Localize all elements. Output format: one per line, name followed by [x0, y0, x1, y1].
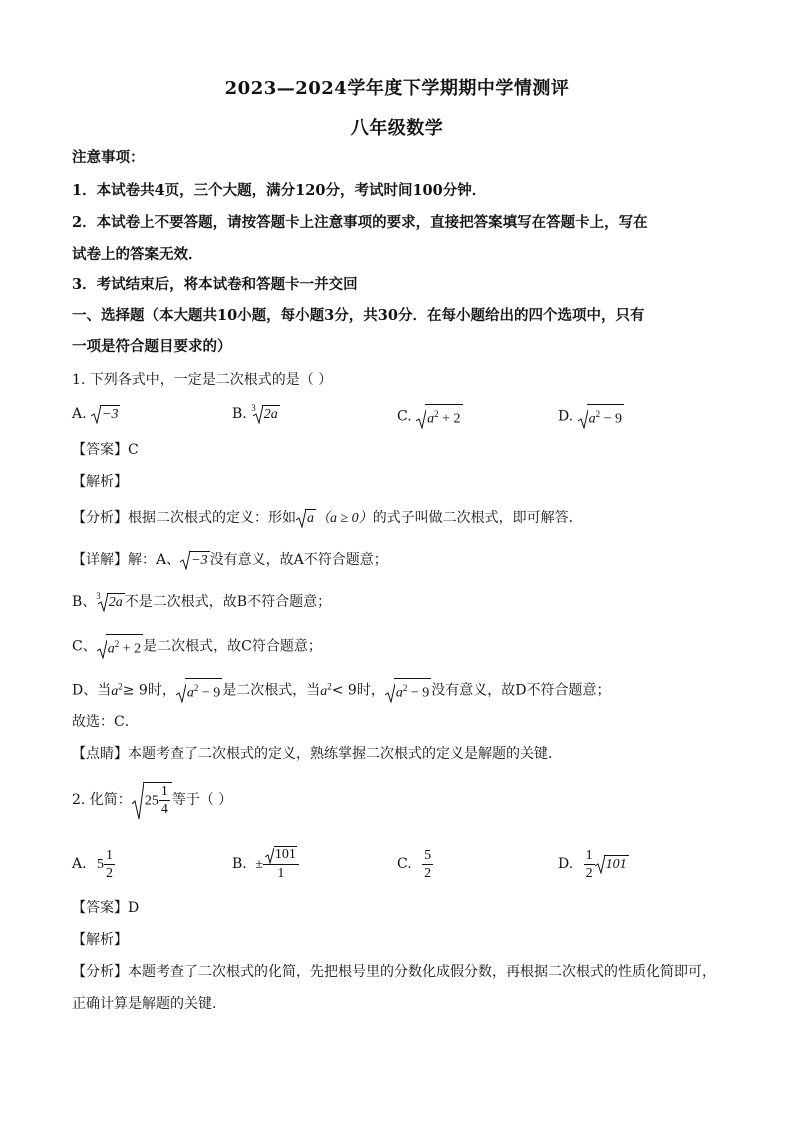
radical-sign — [176, 678, 222, 703]
q1-option-d-label: D. — [558, 408, 574, 425]
q2-option-a-fraction — [104, 847, 115, 882]
q1-option-d — [558, 404, 624, 429]
q2-stem-den: 4 — [160, 802, 168, 817]
notice-item-2a: 2．本试卷上不要答题，请按答题卡上注意事项的要求，直接把答案填写在答题卡上，写在 — [72, 214, 648, 231]
q2-option-a-den: 2 — [106, 865, 114, 881]
q2-fenxi-line-2: 正确计算是解题的关键． — [72, 996, 226, 1012]
q1-option-a-label: A. — [72, 406, 87, 422]
section-1-line-1: 一、选择题（本大题共10小题，每小题3分，共30分．在每小题给出的四个选项中，只有 — [72, 307, 645, 324]
q1-detail-d-cond-1: ≥ 9时， — [122, 682, 176, 699]
q2-stem-text-a: 2. 化简： — [72, 792, 132, 808]
q2-analysis-heading: 【解析】 — [72, 932, 128, 948]
q2-answer: 【答案】D — [72, 900, 140, 916]
radical-sign — [578, 404, 624, 429]
q1-fenxi — [72, 508, 583, 529]
q2-option-c — [397, 846, 433, 882]
q2-stem-int: 25 — [144, 793, 159, 809]
radical-sign — [385, 678, 431, 703]
q1-detail-c-prefix: C、 — [72, 638, 97, 655]
q2-option-b-radicand: 101 — [274, 847, 296, 863]
q1-fenxi-condition: （a ≥ 0） — [316, 511, 373, 526]
radical-sign — [180, 550, 209, 570]
q1-detail-b-text: 不是二次根式，故B不符合题意； — [124, 594, 332, 610]
notice-item-3: 3．考试结束后，将本试卷和答题卡一并交回 — [72, 276, 358, 293]
q1-detail-d-radicand-2: $a^2 - 9$ — [394, 678, 431, 703]
section-1-line-2: 一项是符合题目要求的） — [72, 338, 232, 355]
q2-option-a-num: 1 — [106, 847, 114, 863]
q2-option-d — [558, 846, 629, 882]
q1-option-d-radicand: $a^2 - 9$ — [587, 404, 624, 429]
q1-fenxi-radicand: a — [307, 511, 314, 526]
q2-option-b — [232, 846, 299, 883]
q1-detail-a — [72, 550, 388, 570]
notice-heading: 注意事项： — [72, 149, 145, 166]
q1-detail-radicand: −3 — [191, 553, 208, 568]
q1-detail-text-a: 【详解】解：A、 — [72, 552, 181, 568]
q1-option-a-radicand: −3 — [102, 407, 119, 422]
notice-item-2b: 试卷上的答案无效． — [72, 246, 203, 263]
radical-sign — [416, 404, 462, 429]
q1-detail-b-prefix: B、 — [72, 594, 97, 610]
notice-item-1: 1．本试卷共4页，三个大题，满分120分，考试时间100分钟． — [72, 182, 487, 199]
exam-title: 2023—2024学年度下学期期中学情测评 — [224, 78, 570, 99]
q1-option-c — [397, 404, 463, 429]
q1-choose: 故选：C． — [72, 714, 139, 730]
q1-detail-c-radicand: $a^2 + 2$ — [106, 634, 143, 659]
q1-detail-c-text: 是二次根式，故C符合题意； — [143, 638, 322, 655]
radical-sign — [91, 404, 120, 424]
q1-analysis-heading: 【解析】 — [72, 474, 128, 490]
q1-option-b-index: 3 — [251, 403, 256, 413]
radical-sign-large — [132, 780, 172, 820]
q1-stem: 1. 下列各式中，一定是二次根式的是（ ） — [72, 372, 333, 388]
q2-option-b-fraction — [263, 846, 299, 881]
q1-detail-d-radicand-1: $a^2 - 9$ — [185, 678, 222, 703]
exam-subtitle: 八年级数学 — [350, 118, 444, 139]
q2-option-a — [72, 846, 115, 883]
q1-detail-d-var-1: $a^2$ — [111, 681, 123, 699]
q1-option-a — [72, 404, 120, 424]
q2-option-b-pm: ± — [255, 857, 263, 872]
radical-sign — [253, 404, 280, 424]
q2-option-a-label: A. — [72, 856, 87, 872]
q2-stem-radicand — [143, 782, 172, 818]
q1-detail-d-text-c: 没有意义，故D不符合题意； — [431, 682, 611, 699]
q1-detail-d-var-2: $a^2$ — [320, 681, 332, 699]
q1-option-b — [232, 404, 280, 425]
q2-option-b-label: B. — [232, 856, 247, 872]
q1-option-b-radicand: 2a — [263, 407, 278, 422]
q2-fenxi-line-1: 【分析】本题考查了二次根式的化简，先把根号里的分数化成假分数，再根据二次根式的性质化简即可， — [72, 964, 716, 980]
q2-option-b-num — [263, 846, 299, 864]
q2-option-d-num: 1 — [585, 847, 593, 863]
q2-option-d-fraction — [584, 847, 595, 882]
q2-option-c-label: C. — [397, 856, 412, 872]
q2-option-d-den: 2 — [585, 865, 593, 881]
q2-stem — [72, 780, 232, 820]
q1-detail-b — [72, 592, 331, 613]
q1-fenxi-text-a: 【分析】根据二次根式的定义：形如 — [72, 510, 296, 526]
q2-option-c-num: 5 — [424, 847, 432, 863]
q1-detail-d — [72, 676, 610, 703]
q1-dianjing: 【点睛】本题考查了二次根式的定义，熟练掌握二次根式的定义是解题的关键． — [72, 746, 562, 762]
q2-stem-text-b: 等于（ ） — [171, 792, 233, 808]
q1-option-c-label: C. — [397, 408, 412, 425]
q2-stem-fraction — [159, 783, 170, 818]
radical-sign — [296, 508, 316, 528]
radical-sign — [97, 634, 143, 659]
radical-sign — [595, 846, 629, 882]
q2-option-b-den: 1 — [277, 865, 285, 881]
q1-option-c-radicand: $a^2 + 2$ — [425, 404, 462, 429]
q1-detail-d-prefix: D、当 — [72, 682, 112, 699]
q1-detail-b-index: 3 — [96, 591, 101, 601]
radical-sign — [265, 846, 297, 863]
q1-detail-d-cond-2: < 9时， — [331, 682, 385, 699]
q2-option-d-radicand: 101 — [605, 857, 627, 872]
q2-stem-num: 1 — [160, 784, 168, 799]
q1-fenxi-text-b: 的式子叫做二次根式，即可解答． — [372, 510, 583, 526]
q2-option-a-int: 5 — [97, 857, 105, 872]
radical-sign — [98, 592, 125, 612]
q1-option-b-label: B. — [232, 406, 247, 422]
q1-detail-d-text-b: 是二次根式，当 — [222, 682, 321, 699]
q1-answer: 【答案】C — [72, 442, 139, 458]
q1-detail-text-b: 没有意义，故A不符合题意； — [209, 552, 388, 568]
q2-option-d-label: D. — [558, 856, 574, 872]
q2-option-c-fraction — [422, 847, 433, 882]
q1-detail-c — [72, 634, 322, 659]
q1-detail-b-radicand: 2a — [108, 595, 123, 610]
q2-option-c-den: 2 — [424, 865, 432, 881]
